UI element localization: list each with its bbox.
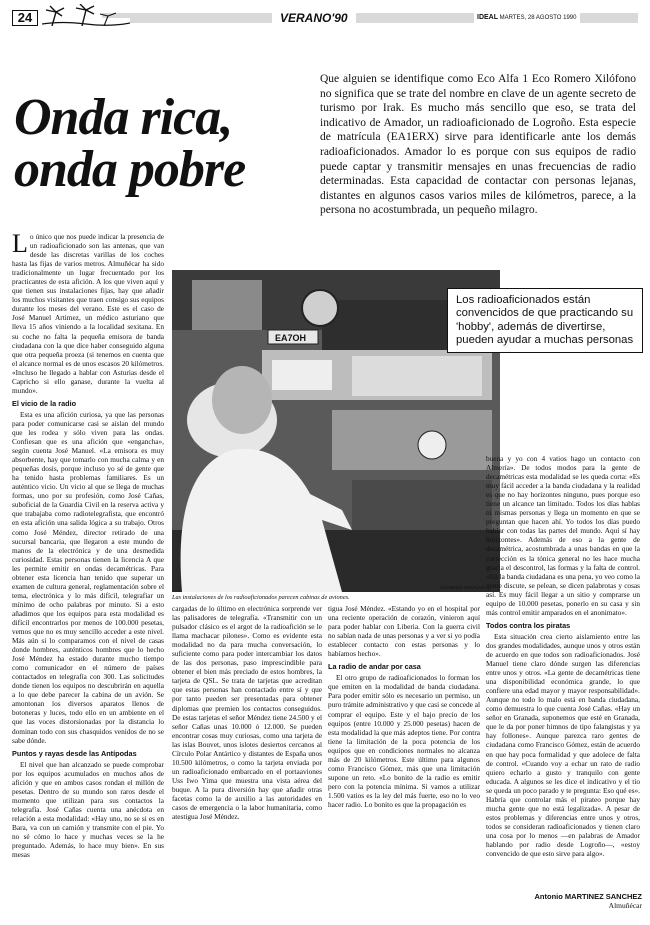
photo-caption: Las instalaciones de los radioaficionados parecen cabinas de aviones. xyxy=(172,594,350,601)
subheading-radio-casa: La radio de andar por casa xyxy=(328,662,421,672)
drop-cap: L xyxy=(12,232,28,258)
column-2-paragraph-1: cargadas de lo último en electrónica sorprende ver las palisadores de telegrafía. «Transmitir con un pulsador clásico es el argot de la radioafición se le llama machacar pilones». Como es evidente esta modalidad no da para mucha conversación, lo suficiente como para poder intercambiar los datos de las dos personas, paso imprescindible para obtener el bien más preciado de estos hombres, la tarjeta de QSL. Se trata de tarjetas que acreditan que estas personas han contactado entre sí y que por tanto pueden ser presentadas para obtener diplomas que premien los contactos conseguidos. De estas tarjetas el señor Méndez tiene 24.500 y el señor Cañas unas 10.000 ó 12.000. Se pueden encontrar cosas muy curiosas, como una tarjeta de las islas Bouvet, unos islotes desiertos cercanos al Círculo Polar Antártico y distantes de España unos 10.500 kilómetros, o como la tarjeta enviada por un radioaficionado embarcado en el portaaviones Uss Iwo Yima que muestra una vista aérea del buque. A la pura diversión hay que añadir otras facetas como la de auxilio a las autoridades en casos de emergencia o la labor humanitaria, como atestigua José Méndez. xyxy=(172,604,322,822)
column-4-paragraph-1: buena y yo con 4 vatios hago un contacto con Almería». De todos modos para la gente de decamétricas esta modalidad se les queda corta: «Es muy fácil acceder a la banda ciudadana y la realidad es que no hay horizontes ninguno, pues porque eso tiene un alcance tan limitado. Todos los días hablas tú mismas personas y llega un momento en que se preguntan que hacen ahí. Yo todos los días puedo hablar con todas las partes del mundo. Aquí sí hay horizontes». Además de eso a la gente de decamétrica, acostumbrada a unas bandas en que la corrección es la tónica general no les hace mucha gracia el descontrol, las formas y la falta de control. «En la banda ciudadana es una pena, yo veo como la gente discute, se pelean, se dicen palabrotas y cosas así. Es muy fácil llegar a un sitio y comprarse un equipo de 10.000 pesetas, ponerlo en su casa y sin más control emitir amparados en el anonimato». xyxy=(486,454,640,617)
article-column-1 xyxy=(12,232,164,888)
column-4-paragraph-2: Esta situación crea cierto aislamiento entre las dos grandes modalidades, aunque unos y otros están de acuerdo en que todos son radioaficionados. José Manuel tiene claro dónde surgen las diferencias entre unos y otros. «La gente de decamétricas tiene una disponibilidad económica grande, lo que confiere una edad mayor y mayor responsabilidad». Aunque no todo lo malo está en banda ciudadana, como demuestra lo que cuenta José Cañas. «Hay un señor en Granada, suponemos que esté en Granada, que le da por poner himnos de tipo falangistas y ya hay follones». Aunque parezca raro gentes de ciudadana como Francisco Gómez, están de acuerdo en que hay poca formalidad y que adolece de falta de control. «Cuando voy a echar un rato de radio quiero echarlo a gusto y tranquilo con gente educada. A algunos se les dice el indicativo y el tío se queda un poco parado y te pregunta: Eso qué es». Habría que controlar más el pirateo porque hay mucha gente que no está legalizada». A pesar de estos problemas y diferencias entre unos y otros, todos se consideran radioaficionados y tienen claro una cosa por lo menos —en palabras de Amador hablando por radio desde Logroño—, «estoy convencido de que esto sirve para algo». xyxy=(486,631,640,859)
author-location: Almuñécar xyxy=(608,901,642,910)
column-1-paragraph-1: o único que nos puede indicar la presencia de un radioaficionado son las antenas, que van desde las discretas varillas de los coches hasta las fijas de varios metros. Almuñécar ha sido tradicionalmente un lugar frecuentado por los practicantes de esta afición. A los que viven aquí y que tienen sus instalaciones fijas, hay que añadir los muchos visitantes que traen consigo sus equipos durante los meses del verano. Este es el caso de José Manuel Artimez, un médico asturiano que lleva 15 años viniendo a la localidad sexitana. En su coche no falta la pequeña emisora de banda ciudadana con la que dice haber conseguido alguna que otra pequeña proeza (si tenemos en cuenta que el alcance normal es de unos escasos 20 kilómetros. «Incluso he llegado a hablar con Asturias desde el Capricho si ello ganase, durante la vuelta al mundo». xyxy=(12,232,164,395)
column-1-paragraph-3: El nivel que han alcanzado se puede comprobar por los equipos acumulados en muchos años de afición y que en ambos casos rondan el millón de pesetas. Dentro de su mundo son raros desde el momento que utilizan para sus contactos la telegrafía. José Cañas cuenta una anécdota en relación a esta modalidad: «Hay uno, no se si es en Bara, va con un camión y transmite con el pie. Yo no sé cómo lo hace y muchas veces se la he preguntado. Además, lo hace muy bien». En sus mesas xyxy=(12,759,164,860)
author-name: Antonio MARTINEZ SANCHEZ xyxy=(534,892,642,901)
station-callsign: EA7OH xyxy=(275,333,307,343)
article-headline: Onda rica, onda pobre xyxy=(14,89,246,198)
byline xyxy=(535,892,643,910)
palm-tree-icon xyxy=(42,4,130,26)
subheading-piratas: Todos contra los piratas xyxy=(486,620,571,630)
newspaper-name: IDEAL xyxy=(477,14,498,21)
article-column-4 xyxy=(486,454,640,888)
column-3-paragraph-2: El otro grupo de radioaficionados lo forman los que emiten en la modalidad de banda ciudadana. Para poder emitir sólo es necesario un permiso, un puro trámite administrativo y que casi se concede al comprar el equipo. Este y el bajo precio de los equipos (entre 10.000 y 25.000 pesetas) hacen de esta modalidad la que más adeptos tiene. Por contra tiene la limitación de la poca potencia de los equipos que en condiciones normales no alcanza más de 20 kilómetros. Este último para algunos como Francisco Gómez, más que una limitación supone un reto. «Lo bonito de la radio es emitir pero con la potencia mínima. Si vamos a utilizar 1.500 vatios es la ley del más fuerte, eso no lo veo hacer radio. Lo bonito es que la propagación es xyxy=(328,673,480,809)
section-title: VERANO'90 xyxy=(272,10,356,26)
photo-credit: ALFREDO AGUILAR xyxy=(440,586,485,591)
article-column-3 xyxy=(328,604,480,888)
page-number: 24 xyxy=(12,10,38,26)
subheading-vicio: El vicio de la radio xyxy=(12,398,77,408)
pull-quote: Los radioaficionados están convencidos de que practicando su 'hobby', además de divertirse, pueden ayudar a muchas personas xyxy=(447,288,643,353)
subheading-antipodas: Puntos y rayas desde las Antípodas xyxy=(12,748,137,758)
article-column-2 xyxy=(172,604,322,888)
page-header xyxy=(12,10,638,26)
article-lead: Que alguien se identifique como Eco Alfa 1 Eco Romero Xilófono no significa que se trate del nombre en clave de un agente secreto de turismo por Irak. Es mucho más sencillo que eso, se trata del indicativo de Amador, un radioaficionado de Logroño. Esta especie de matrícula (EA1ERX) sirve para identificarle ante los demás radioaficionados. Amador lo es porque con sus equipos de radio puede captar y transmitir mensajes en unas frecuencias de radio determinadas. Esta capacidad de contactar con personas lejanas, distantes en algunos casos varios miles de kilómetros, parece, a la persona no acostumbrada, un pequeño milagro. xyxy=(320,73,636,217)
issue-date: MARTES, 28 AGOSTO 1990 xyxy=(499,15,577,21)
column-1-paragraph-2: Esta es una afición curiosa, ya que las personas para poder comunicarse casi se aíslan del mundo que les rodea y sólo viven para las ondas. Confiesan que es una afición que «engancha», según cuenta José Manuel. «La emisora es muy absorbente, hay que tomarlo con mucha calma y en pequeñas dosis, porque incluso yo sé de gente que ha tenido hasta problemas familiares. Es un auténtico vicio. Un vicio al que se llega de muchas formas, uno por su profesión, como José Cañas, suboficial de la Guardia Civil en la reserva activa y que trabajaba como radiotelegrafista, que encontró en esta afición una salida lógica a su trabajo. Otros como José Méndez, director retirado de una sucursal bancaria, que llegaron a este mundo de manos de la electrónica y de una desmedida curiosidad. Estas personas tienen la licencia A que les permite emitir en ondas decamétricas. Para obtener esta licencia han tenido que superar un examen de cultura general, reglamentación sobre el tema, electrónica y lo más difícil, telegrafiar un mínimo de ocho palabras por minuto. Si a esto añadimos que los equipos para esta modalidad es difícil encontrarlos por menos de 100.000 pesetas, vemos que no es muy sencillo acceder a este nivel. Más aún si lo comparamos con el nivel de casas donde hombres, auténticos hombres que lo hecho José Méndez ha estado durante mucho tiempo como comunicador en el número de países contactados en telegrafía con 300. Las solicitudes donde tienen los equipos no descubrirán en aquella a lo que debe parecer la cabina de un avión. Se amontonan los diversos aparatos llenos de botoneras y luces, todo ello en un ambiente en el que las voces distorsionadas por la distancia lo dominan todo con sus chasquidos venidos de no se sabe dónde. xyxy=(12,409,164,745)
column-3-paragraph-1: tigua José Méndez. «Estando yo en el hospital por una reciente operación de corazón, vinieron aquí para poder hablar con Liberia. Con la guerra civil no sabían nada de unas personas y a ver si yo podía establecer contacto con estas personas y lo habíamos hecho». xyxy=(328,604,480,659)
dateline xyxy=(474,11,580,25)
